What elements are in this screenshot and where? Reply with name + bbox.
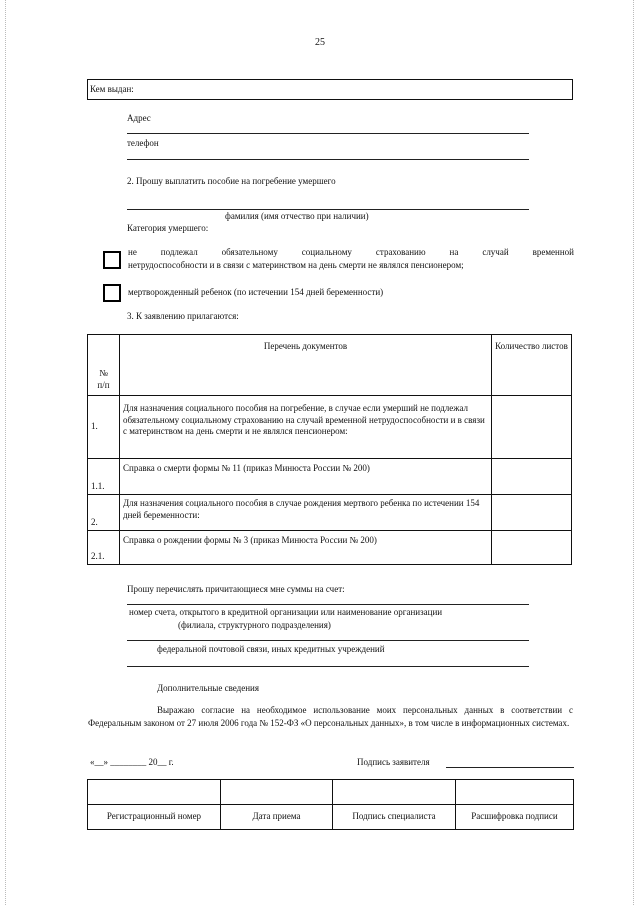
issued-by-box (87, 79, 573, 100)
table-header-row (88, 335, 572, 396)
row-num: 1. (88, 396, 120, 459)
option2-text: мертворожденный ребенок (по истечении 154 дней беременности) (128, 287, 384, 297)
row-count-cell[interactable] (492, 495, 572, 531)
row-num: 1.1. (88, 459, 120, 495)
organization-line[interactable] (127, 640, 529, 641)
signature-line[interactable] (446, 767, 574, 768)
reg-col-number: Регистрационный номер (88, 805, 221, 830)
option-stillborn-checkbox[interactable] (103, 284, 121, 302)
col-header-docs: Перечень документов (120, 335, 492, 396)
additional-info-label: Дополнительные сведения (157, 683, 260, 693)
registration-table (87, 779, 574, 830)
category-label: Категория умершего: (127, 223, 209, 233)
reg-col-decoding: Расшифровка подписи (456, 805, 574, 830)
table-row (88, 459, 572, 495)
account-caption-line1: номер счета, открытого в кредитной организации или наименование организации (129, 607, 443, 617)
phone-line[interactable] (127, 159, 529, 160)
col-header-count: Количество листов (492, 335, 572, 396)
section3-heading: 3. К заявлению прилагаются: (127, 311, 239, 321)
signature-label: Подпись заявителя (357, 757, 430, 767)
reg-date-cell[interactable] (221, 780, 333, 805)
scan-edge-left (5, 0, 6, 905)
reg-decoding-cell[interactable] (456, 780, 574, 805)
row-doc-text: Справка о смерти формы № 11 (приказ Минюста России № 200) (120, 459, 492, 495)
option-not-insured-checkbox[interactable] (103, 251, 121, 269)
row-doc-text: Справка о рождении формы № 3 (приказ Минюста России № 200) (120, 531, 492, 565)
table-row (88, 531, 572, 565)
table-row (88, 495, 572, 531)
row-count-cell[interactable] (492, 531, 572, 565)
table-row (88, 396, 572, 459)
page-number: 25 (315, 37, 325, 48)
scan-edge-right (633, 0, 634, 905)
account-caption-line2: (филиала, структурного подразделения) (178, 620, 331, 630)
reg-col-signature: Подпись специалиста (333, 805, 456, 830)
row-num: 2. (88, 495, 120, 531)
option1-line1: не подлежал обязательному социальному страхованию на случай временной (128, 247, 574, 257)
reg-col-date: Дата приема (221, 805, 333, 830)
section2-heading: 2. Прошу выплатить пособие на погребение умершего (127, 176, 336, 186)
transfer-text: Прошу перечислять причитающиеся мне суммы на счет: (127, 584, 345, 594)
account-line[interactable] (127, 604, 529, 605)
date-field[interactable]: «__» ________ 20__ г. (90, 757, 174, 767)
row-count-cell[interactable] (492, 459, 572, 495)
row-doc-text: Для назначения социального пособия на погребение, в случае если умерший не подлежал обязательному социальному страхованию на случай временной нетрудоспособности и в связи с материнством на день смерти и не являлся пенсионером: (120, 396, 492, 459)
row-num: 2.1. (88, 531, 120, 565)
row-count-cell[interactable] (492, 396, 572, 459)
option1-line2: нетрудоспособности и в связи с материнством на день смерти не являлся пенсионером; (128, 260, 464, 270)
reg-number-cell[interactable] (88, 780, 221, 805)
address-label: Адрес (127, 113, 151, 123)
registration-header-row (88, 805, 574, 830)
issued-by-label: Кем выдан: (90, 84, 134, 94)
name-caption: фамилия (имя отчество при наличии) (225, 211, 369, 221)
row-doc-text: Для назначения социального пособия в случае рождения мертвого ребенка по истечении 154 дней беременности: (120, 495, 492, 531)
col-header-num: № п/п (88, 335, 120, 396)
address-line[interactable] (127, 133, 529, 134)
consent-paragraph: Выражаю согласие на необходимое использование моих персональных данных в соответствии с Федеральным законом от 27 июля 2006 года № 152-ФЗ «О персональных данных», в том числе в информационных системах. (88, 705, 573, 728)
reg-signature-cell[interactable] (333, 780, 456, 805)
deceased-name-line[interactable] (127, 209, 529, 210)
postal-caption: федеральной почтовой связи, иных кредитных учреждений (157, 644, 385, 654)
registration-input-row (88, 780, 574, 805)
documents-table (87, 334, 572, 565)
phone-label: телефон (127, 138, 159, 148)
extra-line[interactable] (127, 666, 529, 667)
